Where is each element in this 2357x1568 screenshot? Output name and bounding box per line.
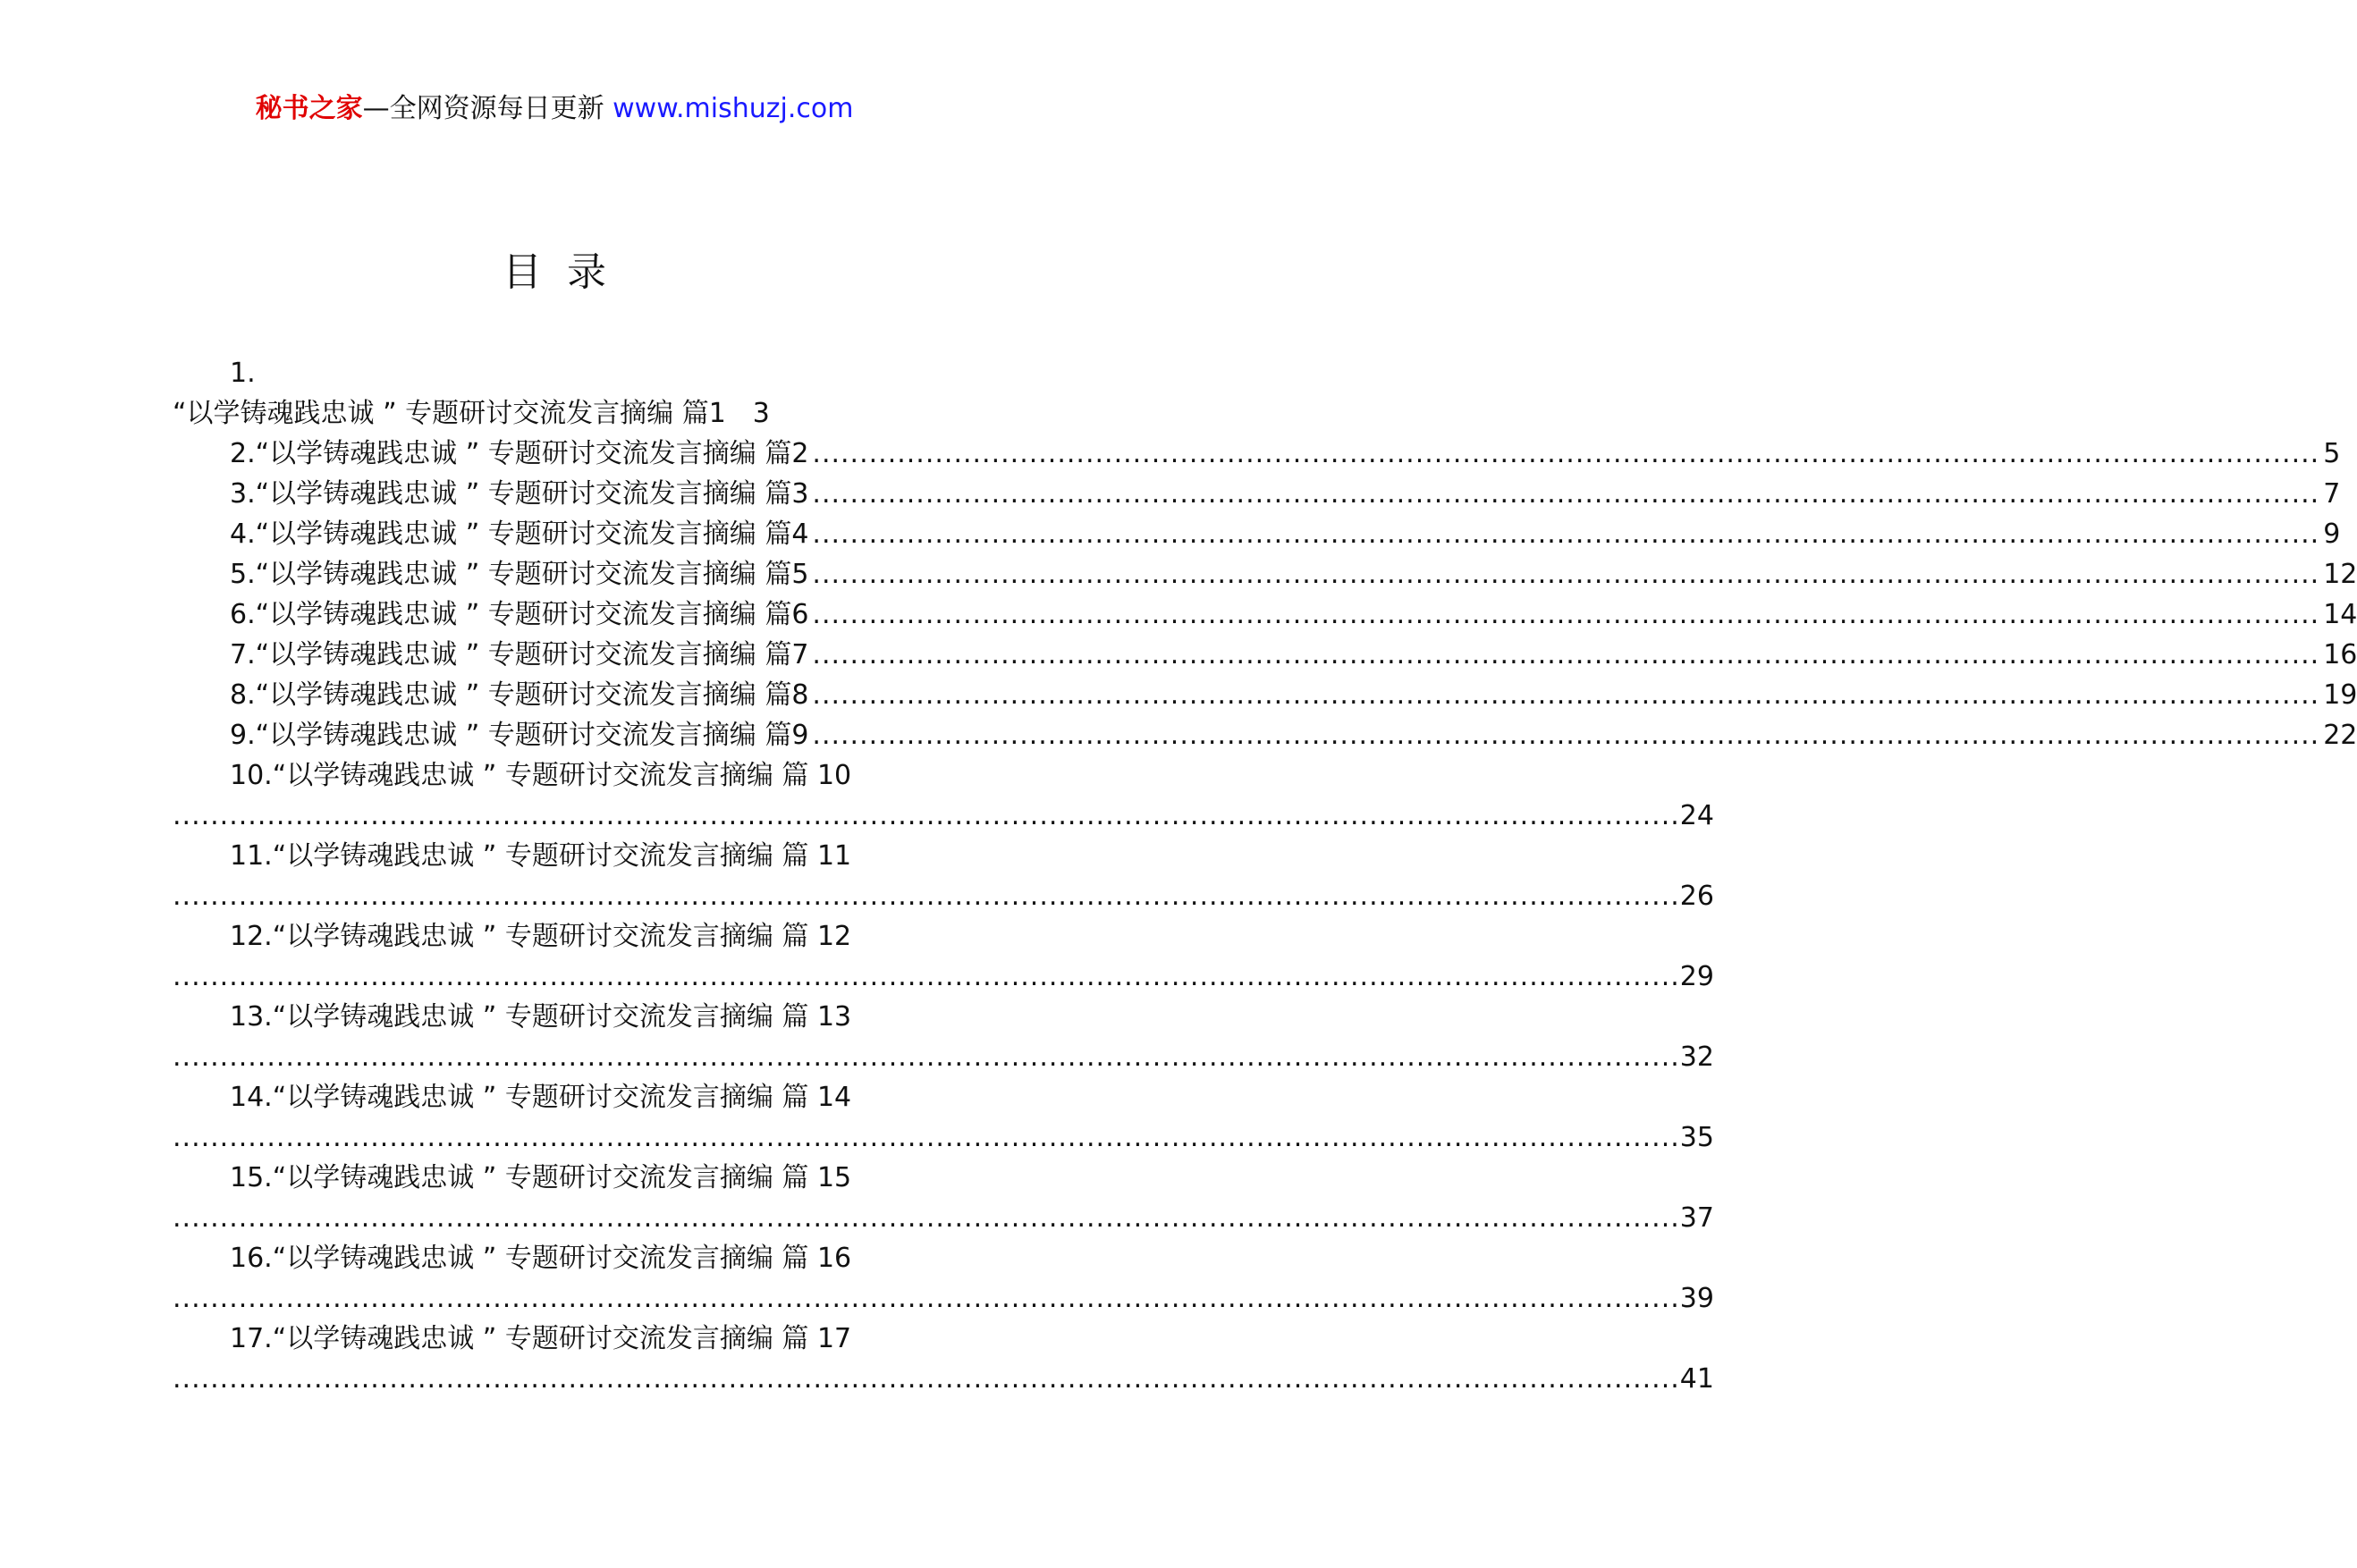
site-url-link[interactable]: www.mishuzj.com: [612, 93, 854, 124]
toc-entry-text: “以学铸魂践忠诚 ” 专题研讨交流发言摘编 篇 16: [272, 1243, 852, 1274]
toc-leader: ................................................................................................................................................................: [173, 881, 1680, 912]
toc-entry-number: 4.: [230, 518, 256, 550]
toc-entry-text: “以学铸魂践忠诚 ” 专题研讨交流发言摘编 篇6: [255, 599, 809, 630]
toc-entry-page: 5: [2323, 438, 2341, 469]
toc-leader: ................................................................................................................................................................: [173, 1363, 1680, 1395]
toc-leader: ................................................................................................................................................................: [173, 961, 1680, 992]
toc-leader: ................................................................................................................................................................: [812, 599, 2320, 630]
toc-entry-page: 22: [2323, 720, 2357, 751]
toc-leader: ................................................................................................................................................................: [173, 1202, 1680, 1234]
toc-entry-page: 24: [1679, 800, 1714, 831]
toc-entry-number: 11.: [230, 840, 273, 872]
toc-entry-page: 12: [2323, 559, 2357, 590]
toc-entry-8[interactable]: [173, 675, 2357, 715]
table-of-contents: [173, 353, 2357, 1399]
toc-title: 目录: [503, 249, 631, 295]
toc-entry-text: “以学铸魂践忠诚 ” 专题研讨交流发言摘编 篇 11: [272, 840, 852, 872]
toc-entry-17[interactable]: [173, 1319, 1714, 1399]
toc-entry-12[interactable]: [173, 916, 1714, 997]
toc-entry-15[interactable]: [173, 1158, 1714, 1238]
toc-entry-text: “以学铸魂践忠诚 ” 专题研讨交流发言摘编 篇 15: [272, 1162, 852, 1193]
toc-entry-number: 15.: [230, 1162, 273, 1193]
toc-entry-page: 7: [2323, 478, 2341, 510]
toc-entry-text: “以学铸魂践忠诚 ” 专题研讨交流发言摘编 篇3: [255, 478, 809, 510]
toc-entry-2[interactable]: [173, 434, 2341, 474]
toc-entry-number: 12.: [230, 921, 273, 952]
toc-entry-number: 2.: [230, 438, 256, 469]
toc-entry-number: 10.: [230, 760, 273, 791]
site-header: [0, 89, 1109, 129]
toc-entry-1[interactable]: [173, 393, 943, 434]
toc-entry-3[interactable]: [173, 474, 2341, 514]
toc-entry-number: 13.: [230, 1001, 273, 1033]
toc-entry-text: “以学铸魂践忠诚 ” 专题研讨交流发言摘编 篇4: [255, 518, 809, 550]
toc-leader: ................................................................................................................................................................: [173, 1122, 1680, 1153]
toc-entry-number: 14.: [230, 1082, 273, 1113]
toc-entry-13[interactable]: [173, 997, 1714, 1077]
toc-entry-page: 39: [1679, 1283, 1714, 1314]
toc-entry-page: 35: [1679, 1122, 1714, 1153]
toc-entry-4[interactable]: [173, 514, 2341, 554]
toc-entry-number: 6.: [230, 599, 256, 630]
toc-leader: ................................................................................................................................................................: [812, 559, 2320, 590]
toc-entry-page: 9: [2323, 518, 2341, 550]
toc-entry-10[interactable]: [173, 755, 1714, 836]
toc-entry-text: “以学铸魂践忠诚 ” 专题研讨交流发言摘编 篇 10: [272, 760, 852, 791]
toc-entry-page: 37: [1679, 1202, 1714, 1234]
toc-entry-text: “以学铸魂践忠诚 ” 专题研讨交流发言摘编 篇 13: [272, 1001, 852, 1033]
toc-leader: ................................................................................................................................................................: [173, 1041, 1680, 1073]
toc-entry-page: 32: [1679, 1041, 1714, 1073]
toc-entry-page: 14: [2323, 599, 2357, 630]
toc-entry-7[interactable]: [173, 635, 2357, 675]
toc-entry-5[interactable]: [173, 554, 2357, 594]
toc-entry-text: “以学铸魂践忠诚 ” 专题研讨交流发言摘编 篇 17: [272, 1323, 852, 1354]
toc-entry-page: 26: [1679, 881, 1714, 912]
toc-entry-page: 29: [1679, 961, 1714, 992]
toc-entry-11[interactable]: [173, 836, 1714, 916]
toc-entry-9[interactable]: [173, 715, 2357, 755]
toc-leader: ................................................................................................................................................................: [812, 478, 2320, 510]
toc-entry-page: 3: [752, 398, 770, 429]
toc-leader: ................................................................................................................................................................: [812, 639, 2320, 670]
toc-entry-text: “以学铸魂践忠诚 ” 专题研讨交流发言摘编 篇2: [255, 438, 809, 469]
toc-entry-text: “以学铸魂践忠诚 ” 专题研讨交流发言摘编 篇9: [255, 720, 809, 751]
toc-entry-page: 16: [2323, 639, 2357, 670]
toc-entry-6[interactable]: [173, 594, 2357, 635]
toc-leader: ................................................................................................................................................................: [812, 518, 2320, 550]
toc-leader: ................................................................................................................................................................: [812, 438, 2320, 469]
toc-entry-1-number: 1.: [230, 358, 256, 389]
toc-entry-text: “以学铸魂践忠诚 ” 专题研讨交流发言摘编 篇1: [173, 398, 726, 429]
toc-entry-text: “以学铸魂践忠诚 ” 专题研讨交流发言摘编 篇 14: [272, 1082, 852, 1113]
toc-entry-page: 19: [2323, 679, 2357, 711]
toc-entry-number: 5.: [230, 559, 256, 590]
toc-leader: ................................................................................................................................................................: [812, 679, 2320, 711]
toc-leader: ................................................................................................................................................................: [173, 1283, 1680, 1314]
toc-entry-text: “以学铸魂践忠诚 ” 专题研讨交流发言摘编 篇5: [255, 559, 809, 590]
toc-entry-text: “以学铸魂践忠诚 ” 专题研讨交流发言摘编 篇8: [255, 679, 809, 711]
toc-entry-text: “以学铸魂践忠诚 ” 专题研讨交流发言摘编 篇 12: [272, 921, 852, 952]
toc-entry-number: 3.: [230, 478, 256, 510]
toc-entry-14[interactable]: [173, 1077, 1714, 1158]
toc-leader: ................................................................................................................................................................: [173, 800, 1680, 831]
toc-entry-number: 8.: [230, 679, 256, 711]
site-brand: 秘书之家: [255, 93, 363, 124]
toc-leader: ................................................................................................................................................................: [812, 720, 2320, 751]
toc-entry-number: 16.: [230, 1243, 273, 1274]
site-slogan: —全网资源每日更新: [362, 93, 613, 124]
toc-entry-number: 7.: [230, 639, 256, 670]
toc-entry-number: 9.: [230, 720, 256, 751]
toc-entry-number: 17.: [230, 1323, 273, 1354]
toc-entry-page: 41: [1679, 1363, 1714, 1395]
toc-entry-text: “以学铸魂践忠诚 ” 专题研讨交流发言摘编 篇7: [255, 639, 809, 670]
toc-entry-16[interactable]: [173, 1238, 1714, 1319]
